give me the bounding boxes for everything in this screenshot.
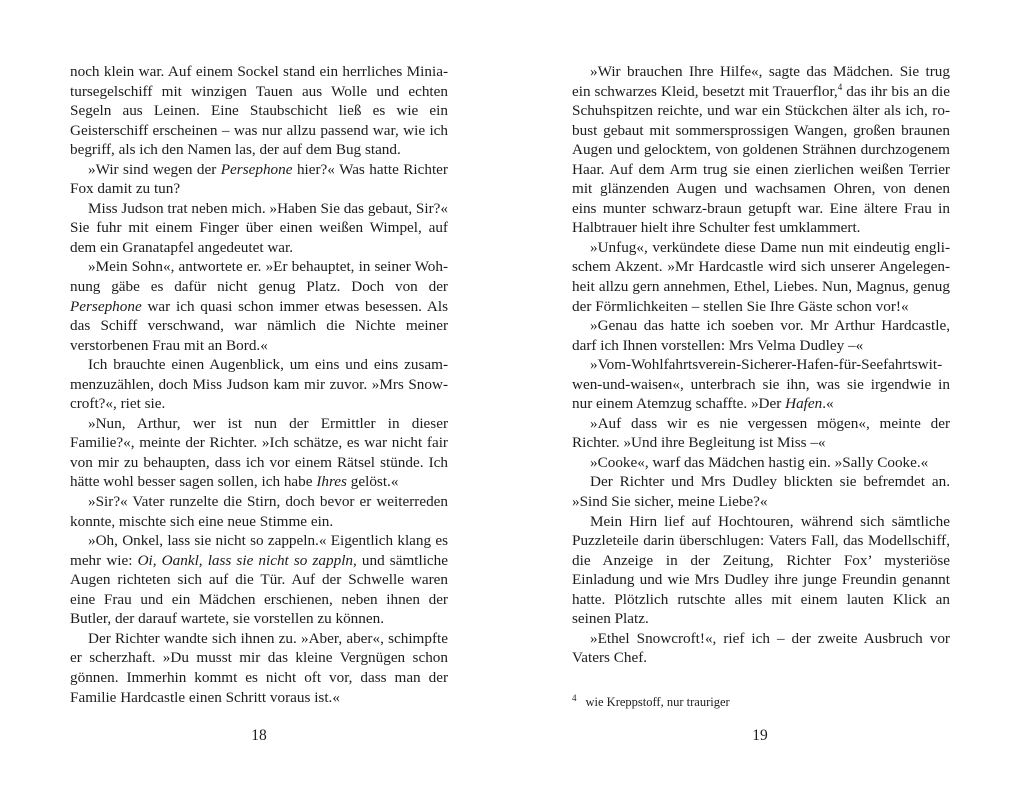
paragraph bbox=[70, 199, 448, 258]
text-run: , und sämtliche Augen richteten sich auf die Tür. Auf der Schwelle waren eine Frau und ein Mädchen erschienen, neben ihnen der Butler, der darauf wartete, sie vorstellen zu können. bbox=[70, 551, 449, 628]
paragraph bbox=[70, 629, 448, 707]
italic-text: Hafen bbox=[785, 395, 823, 413]
paragraph bbox=[70, 531, 448, 629]
text-run: »Wir brauchen Ihre Hilfe«, sagte das Mädchen. Sie trug ein schwarzes Kleid, besetzt mit Trauerflor, bbox=[572, 63, 950, 100]
text-run: »Auf dass wir es nie vergessen mögen«, meinte der Richter. »Und ihre Begleitung ist Miss –« bbox=[572, 414, 950, 452]
paragraph bbox=[572, 414, 950, 453]
footnote bbox=[572, 690, 950, 710]
italic-text: Persephone bbox=[220, 160, 293, 178]
footnote-marker: 4 bbox=[837, 81, 843, 92]
paragraph bbox=[70, 492, 448, 531]
text-run: war ich quasi schon immer etwas besessen. Als das Schiff verschwand, war nämlich die Nichte meiner verstorbenen Frau mit an Bord.« bbox=[70, 297, 448, 354]
page-number-left: 18 bbox=[251, 727, 267, 744]
text-run: noch klein war. Auf einem Sockel stand ein herrliches Miniatursegelschiff mit winzigen Tauen aus Wolle und echten Segeln aus Leinen. Eine Staubschicht ließ es wie ein Geisterschiff erscheinen – was nur allzu passend war, wie ich begriff, als ich den Namen las, der auf dem Bug stand. bbox=[70, 63, 448, 159]
paragraph bbox=[572, 453, 950, 473]
italic-text: Oi, Oankl, lass sie nicht so zappln bbox=[137, 551, 354, 569]
paragraph bbox=[572, 238, 950, 316]
text-run: .« bbox=[822, 395, 834, 413]
text-run: »Nun, Arthur, wer ist nun der Ermittler in dieser Familie?«, meinte der Richter. »Ich schätze, es war nicht fair von mir zu behaupten, dass ich vor einem Rätsel stünde. Ich hätte wohl besser sagen sollen, ich habe bbox=[70, 414, 448, 491]
text-run: hier?« Was hatte Richter Fox damit zu tun? bbox=[70, 160, 448, 198]
text-run: gelöst.« bbox=[346, 473, 399, 491]
text-run: Miss Judson trat neben mich. »Haben Sie das gebaut, Sir?« Sie fuhr mit einem Finger über einen weißen Wimpel, auf dem ein Granatapfel angedeutet war. bbox=[70, 199, 448, 256]
footnote-number: 4 bbox=[572, 693, 577, 703]
text-run: das ihr bis an die Schuhspitzen reichte, und war ein Stückchen älter als ich, robust gebaut mit sommersprossigen Wangen, großen braunen Augen und gelocktem, von goldenen Strähnen durchzogenem Haar. Auf dem Arm trug sie einen zierlichen weißen Terrier mit glänzenden Augen und wachsamen Ohren, von denen eins munter schwarz-braun getupft war. Eine ältere Frau in Halbtrauer hielt ihre Schulter fest umklammert. bbox=[572, 82, 950, 237]
text-run: »Ethel Snowcroft!«, rief ich – der zweite Ausbruch vor Vaters Chef. bbox=[572, 629, 950, 667]
text-run: »Genau das hatte ich soeben vor. Mr Arthur Hardcastle, darf ich Ihnen vorstellen: Mrs Velma Dudley –« bbox=[572, 317, 950, 354]
footnote-text: wie Kreppstoff, nur trauriger bbox=[585, 695, 730, 709]
text-run: Der Richter und Mrs Dudley blickten sie befremdet an. »Sind Sie sicher, meine Liebe?« bbox=[572, 473, 950, 511]
paragraph bbox=[572, 355, 950, 414]
paragraph bbox=[70, 160, 448, 199]
text-run: »Vom-Wohlfahrtsverein-Sicherer-Hafen-für-Seefahrtswitwen-und-waisen«, unterbrach sie ihn, was sie irgendwie in nur einem Atemzug schaffte. »Der bbox=[572, 356, 950, 413]
text-run: Der Richter wandte sich ihnen zu. »Aber, aber«, schimpfte er scherzhaft. »Du musst mir das kleine Vergnügen schon gönnen. Immerhin kommt es nicht oft vor, dass man der Familie Hardcastle einen Schritt voraus ist.« bbox=[70, 629, 448, 706]
text-run: »Cooke«, warf das Mädchen hastig ein. »Sally Cooke.« bbox=[590, 453, 929, 471]
text-run: Mein Hirn lief auf Hochtouren, während sich sämtliche Puzzleteile darin überschlugen: Vaters Fall, das Modellschiff, die Anzeige in der Zeitung, Richter Fox’ mysteriöse Einladung und wie Mrs Dudley ihre junge Freundin genannt hatte. Plötzlich rutschte alles mit einem lauten Klick an seinen Platz. bbox=[572, 512, 950, 628]
paragraph bbox=[572, 512, 950, 629]
paragraph bbox=[70, 355, 448, 414]
right-page-text bbox=[572, 62, 950, 668]
paragraph bbox=[572, 472, 950, 511]
paragraph bbox=[70, 257, 448, 355]
text-run: Ich brauchte einen Augenblick, um eins und eins zusammenzuzählen, doch Miss Judson kam mir zuvor. »Mrs Snowcroft?«, riet sie. bbox=[70, 356, 448, 413]
text-run: »Sir?« Vater runzelte die Stirn, doch bevor er weiterreden konnte, mischte sich eine neue Stimme ein. bbox=[70, 493, 448, 530]
text-run: »Mein Sohn«, antwortete er. »Er behauptet, in seiner Wohnung gäbe es dafür nicht genug Platz. Doch von der bbox=[70, 258, 448, 296]
paragraph bbox=[70, 414, 448, 492]
paragraph bbox=[572, 62, 950, 238]
left-page-text bbox=[70, 62, 448, 707]
italic-text: Ihres bbox=[316, 473, 347, 491]
paragraph bbox=[70, 62, 448, 160]
paragraph bbox=[572, 629, 950, 668]
text-run: »Unfug«, verkündete diese Dame nun mit eindeutig englischem Akzent. »Mr Hardcastle wird sich unserer Angelegenheit allzu gern annehmen, Ethel, Liebes. Nun, Magnus, genug der Förmlichkeiten – stellen Sie Ihre Gäste schon vor!« bbox=[572, 238, 950, 315]
paragraph bbox=[572, 316, 950, 355]
text-run: »Wir sind wegen der bbox=[88, 160, 221, 178]
text-run: »Oh, Onkel, lass sie nicht so zappeln.« Eigentlich klang es mehr wie: bbox=[70, 532, 448, 569]
page-number-right: 19 bbox=[752, 727, 768, 744]
italic-text: Persephone bbox=[70, 297, 142, 315]
